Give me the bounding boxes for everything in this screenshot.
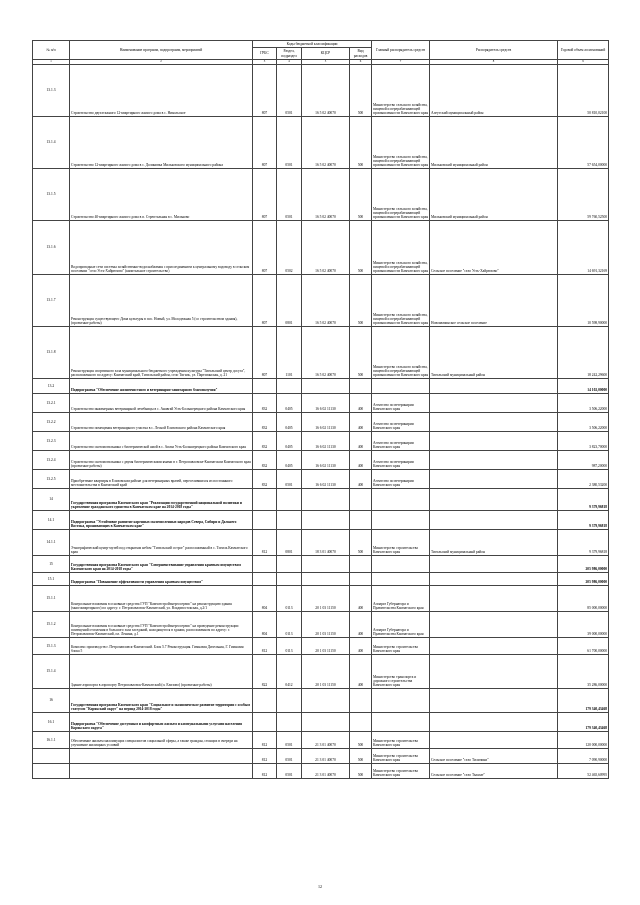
row-kcsr (302, 488, 350, 510)
row-total: 9 379,96818 (558, 510, 609, 529)
row-total: 9 379,96818 (558, 529, 609, 555)
row-grbs: 807 (253, 168, 277, 220)
row-kcsr: 16 5 02 40070 (302, 168, 350, 220)
row-main-manager: Аппарат Губернатора и Правительства Камчатского края (372, 611, 430, 637)
row-grbs: 812 (253, 529, 277, 555)
row-razdel (277, 488, 302, 510)
header-razdel: Раздел, подраздел (277, 48, 302, 60)
row-total: 179 340,43468 (558, 688, 609, 712)
table-row (33, 393, 609, 412)
row-vr: 400 (350, 585, 372, 611)
row-manager: Мильковский муниципальный район (430, 116, 558, 168)
column-number: 4 (277, 60, 302, 65)
row-main-manager: Министерство строительства Камчатского края (372, 637, 430, 654)
row-grbs (253, 378, 277, 393)
row-kcsr: 16 6 02 11130 (302, 412, 350, 431)
row-manager (430, 378, 558, 393)
document-page (32, 40, 608, 779)
row-main-manager (372, 488, 430, 510)
row-vr: 500 (350, 64, 372, 116)
row-grbs: 807 (253, 220, 277, 274)
row-kcsr: 16 5 02 40070 (302, 326, 350, 378)
row-total: 14 102,00000 (558, 378, 609, 393)
row-main-manager: Аппарат Губернатора и Правительства Камчатского края (372, 585, 430, 611)
table-row (33, 585, 609, 611)
row-grbs: 832 (253, 393, 277, 412)
row-grbs: 832 (253, 450, 277, 469)
table-row (33, 274, 609, 326)
row-grbs (253, 555, 277, 572)
row-razdel: 1101 (277, 326, 302, 378)
column-number: 3 (253, 60, 277, 65)
header-manager: Распорядитель средств (430, 41, 558, 60)
table-row (33, 431, 609, 450)
page-number: 12 (318, 884, 322, 889)
row-vr (350, 378, 372, 393)
row-number: 13.2.3 (33, 431, 70, 450)
row-manager (430, 688, 558, 712)
row-kcsr: 20 1 03 11150 (302, 637, 350, 654)
row-razdel (277, 510, 302, 529)
row-kcsr: 16 5 02 40070 (302, 64, 350, 116)
table-row (33, 412, 609, 431)
row-number: 14.1 (33, 510, 70, 529)
row-name: Государственная программа Камчатского края "Совершенствование управления краевым имуществом Камчатского края на 2014-2018 годы" (70, 555, 253, 572)
row-total: 57 654,00000 (558, 116, 609, 168)
row-number: 13.2 (33, 378, 70, 393)
row-razdel (277, 555, 302, 572)
table-row (33, 168, 609, 220)
row-manager: Сельское поселение "село Тиличики" (430, 748, 558, 763)
table-row (33, 763, 609, 778)
row-kcsr: 20 1 03 11150 (302, 654, 350, 688)
table-row (33, 555, 609, 572)
row-vr: 500 (350, 274, 372, 326)
row-total: 3 506,22000 (558, 412, 609, 431)
row-grbs: 812 (253, 731, 277, 748)
row-vr: 500 (350, 116, 372, 168)
row-vr: 400 (350, 450, 372, 469)
header-total: Годовой объем ассигнований (558, 41, 609, 60)
row-kcsr: 21 3 01 40070 (302, 763, 350, 778)
row-number: 13.1.8 (33, 326, 70, 378)
row-kcsr: 16 6 02 11130 (302, 469, 350, 488)
row-number: 13.2.2 (33, 412, 70, 431)
row-number: 13.1.4 (33, 116, 70, 168)
row-manager (430, 393, 558, 412)
table-row (33, 637, 609, 654)
row-name: Строительство 12-квартирного жилого дома в с. Долиновка Мильковского муниципального района (70, 116, 253, 168)
row-vr: 500 (350, 168, 372, 220)
row-vr: 500 (350, 731, 372, 748)
header-main-manager: Главный распорядитель средств (372, 41, 430, 60)
row-manager (430, 731, 558, 748)
header-codes-group: Коды бюджетной классификации (253, 41, 372, 48)
row-main-manager: Агентство по ветеринарии Камчатского края (372, 393, 430, 412)
row-grbs: 832 (253, 431, 277, 450)
table-row (33, 529, 609, 555)
row-manager (430, 510, 558, 529)
row-name: Государственная программа Камчатского края "Реализация государственной национальной политики и укрепление гражданского единства в Камчатском крае на 2014-2018 годы" (70, 488, 253, 510)
column-number: 8 (430, 60, 558, 65)
row-name: Подпрограмма "Устойчивое развитие коренных малочисленных народов Севера, Сибири и Дальнего Востока, проживающих в Камчатском крае" (70, 510, 253, 529)
row-grbs: 812 (253, 763, 277, 778)
row-grbs (253, 688, 277, 712)
row-main-manager: Министерство строительства Камчатского края (372, 529, 430, 555)
column-number: 9 (558, 60, 609, 65)
row-name: Подпрограмма "Повышение эффективности управления краевым имуществом" (70, 572, 253, 585)
row-kcsr (302, 688, 350, 712)
row-razdel: 0501 (277, 469, 302, 488)
header-grbs: ГРБС (253, 48, 277, 60)
row-razdel: 0412 (277, 654, 302, 688)
row-number: 13.1.7 (33, 274, 70, 326)
row-number: 16 (33, 688, 70, 712)
row-manager (430, 555, 558, 572)
row-grbs: 812 (253, 637, 277, 654)
row-razdel: 0501 (277, 763, 302, 778)
row-main-manager (372, 510, 430, 529)
row-razdel: 0501 (277, 64, 302, 116)
row-number: 15.1.4 (33, 654, 70, 688)
row-kcsr (302, 712, 350, 731)
row-total: 39 000,00000 (558, 611, 609, 637)
row-total: 3 506,22000 (558, 393, 609, 412)
row-main-manager: Агентство по ветеринарии Камчатского края (372, 431, 430, 450)
row-main-manager (372, 572, 430, 585)
row-name: Здание аэропорта в аэропорту Петропавловск-Камчатский (п. Елизово) (проектные работы) (70, 654, 253, 688)
row-razdel: 0502 (277, 220, 302, 274)
row-manager (430, 611, 558, 637)
table-row (33, 611, 609, 637)
row-name (70, 763, 253, 778)
row-vr: 500 (350, 529, 372, 555)
row-manager: Алеутский муниципальный район (430, 64, 558, 116)
row-grbs: 804 (253, 585, 277, 611)
row-main-manager: Министерство сельского хозяйства, пищевой и перерабатывающей промышленности Камчатского края (372, 274, 430, 326)
row-manager: Новоавачинское сельское поселение (430, 274, 558, 326)
row-number (33, 763, 70, 778)
row-name: Реконструкция существующего Дома культуры в пос. Новый, ул. Молодежная 5 (со строительством здания), (проектные работы) (70, 274, 253, 326)
row-kcsr: 21 3 01 40070 (302, 748, 350, 763)
row-name: Государственная программа Камчатского края "Социальное и экономическое развитие территории с особым статусом "Корякский округ" на период 2014-2018 годы" (70, 688, 253, 712)
row-manager (430, 572, 558, 585)
row-grbs: 807 (253, 326, 277, 378)
table-row (33, 488, 609, 510)
row-name: Реконструкция спортивного зала муниципального бюджетного учреждения культуры "Тигильский центр досуга", расположенного по адресу: Камчатский край, Тигильский район, село Тигиль, ул. Партизанская, д. 21 (70, 326, 253, 378)
table-row (33, 748, 609, 763)
row-name: Обеспечение жильем малоимущих специалистов социальной сферы, а также граждан, стоящих в очереди на улучшение жилищных условий (70, 731, 253, 748)
row-number: 15.1.3 (33, 637, 70, 654)
row-manager: Тигильский муниципальный район (430, 529, 558, 555)
row-main-manager: Министерство сельского хозяйства, пищевой и перерабатывающей промышленности Камчатского края (372, 220, 430, 274)
row-name: Строительство скотомогильника с биотермической ямой в с. Апача Усть-Большерецкого района Камчатского края (70, 431, 253, 450)
row-vr (350, 572, 372, 585)
row-number: 13.1.3 (33, 64, 70, 116)
row-total: 7 090,90000 (558, 748, 609, 763)
row-name: Подпрограмма "Обеспечение жизнеочистного и ветеринарно-санитарного благополучия" (70, 378, 253, 393)
row-main-manager: Министерство строительства Камчатского края (372, 748, 430, 763)
row-grbs (253, 510, 277, 529)
row-vr: 400 (350, 654, 372, 688)
row-total: 35 286,00000 (558, 654, 609, 688)
row-main-manager (372, 555, 430, 572)
row-number: 15.1.2 (33, 611, 70, 637)
table-row (33, 688, 609, 712)
row-razdel: 0405 (277, 412, 302, 431)
row-number: 13.2.1 (33, 393, 70, 412)
row-razdel: 0405 (277, 431, 302, 450)
row-total: 179 340,43468 (558, 712, 609, 731)
table-row (33, 572, 609, 585)
table-row (33, 326, 609, 378)
row-total: 120 000,00000 (558, 731, 609, 748)
header-num: № п/п (33, 41, 70, 60)
row-vr: 400 (350, 431, 372, 450)
header-kcsr: КЦСР (302, 48, 350, 60)
row-kcsr: 16 6 02 11130 (302, 393, 350, 412)
row-kcsr: 21 3 01 40070 (302, 731, 350, 748)
row-main-manager: Агентство по ветеринарии Камчатского края (372, 469, 430, 488)
row-number: 15.1 (33, 572, 70, 585)
row-number: 16.1 (33, 712, 70, 731)
row-razdel (277, 572, 302, 585)
row-grbs (253, 488, 277, 510)
row-grbs: 832 (253, 412, 277, 431)
row-kcsr (302, 510, 350, 529)
row-razdel: 0113 (277, 637, 302, 654)
header-vr: Вид расходов (350, 48, 372, 60)
row-main-manager (372, 712, 430, 731)
table-row (33, 510, 609, 529)
row-kcsr (302, 555, 350, 572)
row-manager (430, 450, 558, 469)
row-main-manager: Министерство строительства Камчатского края (372, 731, 430, 748)
row-vr (350, 712, 372, 731)
row-vr: 500 (350, 748, 372, 763)
row-number: 13.1.6 (33, 220, 70, 274)
row-main-manager: Агентство по ветеринарии Камчатского края (372, 450, 430, 469)
row-total: 3 823,70000 (558, 431, 609, 450)
row-number: 14 (33, 488, 70, 510)
row-grbs: 804 (253, 611, 277, 637)
row-vr: 500 (350, 763, 372, 778)
row-razdel (277, 378, 302, 393)
row-manager (430, 469, 558, 488)
row-razdel: 0113 (277, 585, 302, 611)
row-vr: 400 (350, 412, 372, 431)
row-main-manager: Министерство транспорта и дорожного строительства Камчатского края (372, 654, 430, 688)
row-main-manager (372, 378, 430, 393)
row-vr: 400 (350, 637, 372, 654)
row-number: 16.1.1 (33, 731, 70, 748)
row-kcsr: 16 5 02 40070 (302, 116, 350, 168)
row-number: 13.2.4 (33, 450, 70, 469)
row-kcsr: 16 5 02 40070 (302, 220, 350, 274)
row-manager (430, 712, 558, 731)
row-kcsr: 16 5 02 40070 (302, 274, 350, 326)
column-number: 7 (372, 60, 430, 65)
row-razdel (277, 688, 302, 712)
table-row (33, 450, 609, 469)
row-kcsr (302, 378, 350, 393)
column-number: 6 (350, 60, 372, 65)
budget-table (32, 40, 609, 779)
table-row (33, 654, 609, 688)
row-total: 61 700,00000 (558, 637, 609, 654)
row-name: Строительство двухэтажного 12-квартирного жилого дома в с. Никольское (70, 64, 253, 116)
row-total: 14 691,32169 (558, 220, 609, 274)
row-name: Приобретение квартиры в Елизовском районе для ветеринарных врачей, переселившихся из постоянного местожительства в Камчатский край (70, 469, 253, 488)
row-total: 10 598,90000 (558, 274, 609, 326)
row-main-manager: Министерство строительства Камчатского края (372, 763, 430, 778)
row-manager (430, 654, 558, 688)
row-total: 205 986,00000 (558, 572, 609, 585)
table-row (33, 378, 609, 393)
row-name: Этнографический центр-музей под открытым небом "Тигильский острог" расположенный в с. Тигиль Камчатского края (70, 529, 253, 555)
row-manager (430, 585, 558, 611)
row-main-manager: Министерство сельского хозяйства, пищевой и перерабатывающей промышленности Камчатского края (372, 326, 430, 378)
row-manager (430, 488, 558, 510)
row-vr (350, 510, 372, 529)
row-number: 15.1.1 (33, 585, 70, 611)
row-number: 15 (33, 555, 70, 572)
row-kcsr: 16 6 02 11130 (302, 450, 350, 469)
row-name: Строительство инженерных ветеринарной лечебницы в с. Анавгай Усть-Большерецкого района Камчатского края (70, 393, 253, 412)
row-grbs: 832 (253, 469, 277, 488)
row-manager: Тигильский муниципальный район (430, 326, 558, 378)
row-razdel: 0801 (277, 529, 302, 555)
table-row (33, 64, 609, 116)
row-vr: 500 (350, 220, 372, 274)
row-grbs: 822 (253, 654, 277, 688)
row-name: Водопроводные сети системы хозяйственно-водоснабжения с присоединением к центральному водоводу в сельском поселении "село Усть-Хайрюзово" (капитальное строительство) (70, 220, 253, 274)
row-razdel: 0501 (277, 168, 302, 220)
row-vr: 500 (350, 326, 372, 378)
table-row (33, 731, 609, 748)
row-manager (430, 431, 558, 450)
row-razdel: 0405 (277, 393, 302, 412)
row-total: 9 379,96818 (558, 488, 609, 510)
row-kcsr: 16 6 02 11130 (302, 431, 350, 450)
row-name: Контрольные вложения в основные средства ГУП "Камчатстройэнергосервис" на проведение реконструкции помещений отопления в большого зала заседаний, находящегося в здании, расположенном по адресу: г. Петропавловск-Камчатский, пл. Ленина, д.1 (70, 611, 253, 637)
row-total: 52 465,60995 (558, 763, 609, 778)
row-kcsr (302, 572, 350, 585)
row-vr: 400 (350, 469, 372, 488)
row-vr: 400 (350, 393, 372, 412)
row-kcsr: 20 1 03 11150 (302, 611, 350, 637)
row-name: Строительство помещения ветеринарного участка в с. Лесной Елизовского района Камчатского края (70, 412, 253, 431)
table-row (33, 220, 609, 274)
row-name (70, 748, 253, 763)
row-number: 14.1.1 (33, 529, 70, 555)
row-grbs (253, 712, 277, 731)
row-manager: Сельское поселение "село Усть-Хайрюзово" (430, 220, 558, 274)
row-main-manager: Агентство по ветеринарии Камчатского края (372, 412, 430, 431)
row-main-manager (372, 688, 430, 712)
row-total: 18 242,29600 (558, 326, 609, 378)
header-name: Наименование программ, подпрограмм, мероприятий (70, 41, 253, 60)
row-manager (430, 637, 558, 654)
row-razdel: 0113 (277, 611, 302, 637)
table-row (33, 469, 609, 488)
row-kcsr: 20 1 03 11150 (302, 585, 350, 611)
row-manager: Мильковский муниципальный район (430, 168, 558, 220)
row-number: 13.1.5 (33, 168, 70, 220)
row-main-manager: Министерство сельского хозяйства, пищевой и перерабатывающей промышленности Камчатского края (372, 64, 430, 116)
row-kcsr: 18 3 01 40070 (302, 529, 350, 555)
row-grbs: 807 (253, 64, 277, 116)
row-name: Подпрограмма "Обеспечение доступным и комфортным жильем и коммунальными услугами населения Корякского округа" (70, 712, 253, 731)
row-main-manager: Министерство сельского хозяйства, пищевой и перерабатывающей промышленности Камчатского края (372, 116, 430, 168)
column-number: 5 (302, 60, 350, 65)
row-manager (430, 412, 558, 431)
row-total: 59 760,52500 (558, 168, 609, 220)
row-main-manager: Министерство сельского хозяйства, пищевой и перерабатывающей промышленности Камчатского края (372, 168, 430, 220)
row-total: 205 986,00000 (558, 555, 609, 572)
row-grbs (253, 572, 277, 585)
row-razdel: 0501 (277, 116, 302, 168)
row-vr (350, 555, 372, 572)
row-razdel: 0501 (277, 731, 302, 748)
row-name: Комплекс производств г. Петропавловск-Камчатский. Блок 5.7 Реконструкция. Гимназия Дизельная, Г. Гимназия блока 5 (70, 637, 253, 654)
table-row (33, 116, 609, 168)
row-grbs: 812 (253, 748, 277, 763)
row-razdel: 0501 (277, 748, 302, 763)
row-total: 987,20000 (558, 450, 609, 469)
row-number: 13.2.5 (33, 469, 70, 488)
row-grbs: 807 (253, 116, 277, 168)
row-vr: 400 (350, 611, 372, 637)
row-name: Строительство скотомогильника с двумя биотермическими ямами в г. Петропавловске-Камчатском Камчатского края (проектные работы) (70, 450, 253, 469)
row-razdel: 0801 (277, 274, 302, 326)
row-name: Контрольные вложения в основные средства ГУП "Камчатстройэнергосервис" на реконструкцию здания (многоквартирного) по адресу: г. Петропавловск-Камчатский, ул. Владивостокская, д.2/1 (70, 585, 253, 611)
row-razdel: 0405 (277, 450, 302, 469)
row-grbs: 807 (253, 274, 277, 326)
column-number: 2 (70, 60, 253, 65)
row-vr (350, 488, 372, 510)
table-row (33, 712, 609, 731)
row-vr (350, 688, 372, 712)
column-number: 1 (33, 60, 70, 65)
row-total: 50 810,02100 (558, 64, 609, 116)
row-manager: Сельское поселение "село Тымлат" (430, 763, 558, 778)
row-razdel (277, 712, 302, 731)
row-total: 85 000,00000 (558, 585, 609, 611)
row-number (33, 748, 70, 763)
row-name: Строительство 40-квартирного жилого дома в п. Стрептальная в с. Мильково (70, 168, 253, 220)
row-total: 2 380,53200 (558, 469, 609, 488)
